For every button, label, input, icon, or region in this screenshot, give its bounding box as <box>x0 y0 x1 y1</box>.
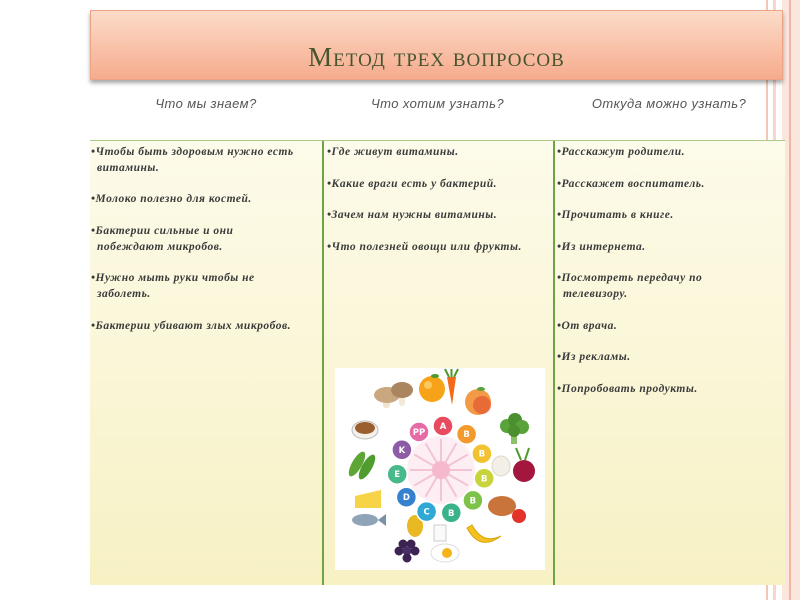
list-item-text: •Нужно мыть руки чтобы не <box>91 272 255 285</box>
list-item <box>327 177 553 193</box>
vitamin-label: PP <box>412 428 426 438</box>
column-header: Что мы знаем? <box>155 96 257 111</box>
carrot-icon <box>445 369 458 405</box>
list-item-text: •Попробовать продукты. <box>557 382 698 395</box>
column-where-to-learn <box>553 141 785 585</box>
list-item <box>91 271 322 303</box>
peapod-icon <box>346 449 379 481</box>
list-item-text: витамины. <box>97 161 160 174</box>
vitamin-badge <box>472 444 492 464</box>
peach-icon <box>465 387 491 415</box>
column-header: Откуда можно узнать? <box>591 96 747 111</box>
list-item <box>557 271 785 303</box>
list-item <box>557 240 785 256</box>
garlic-icon <box>492 456 510 476</box>
list-item-text: •Прочитать в книге. <box>557 209 674 222</box>
list-item <box>557 145 785 161</box>
beet-icon <box>513 448 535 482</box>
vitamin-badge <box>396 487 416 507</box>
list-item-text: телевизору. <box>563 288 628 301</box>
title-banner <box>90 10 783 80</box>
vitamin-label: B <box>463 430 470 441</box>
vitamin-label: B <box>448 508 455 519</box>
list-item <box>557 177 785 193</box>
list-item-text: •Расскажет воспитатель. <box>557 177 705 190</box>
vitamin-badge <box>433 416 453 436</box>
vitamin-badge <box>474 468 494 488</box>
broccoli-icon <box>500 413 529 444</box>
list-item <box>557 350 785 366</box>
vitamin-badge <box>463 490 483 510</box>
vitamin-badge <box>387 464 407 484</box>
vitamin-wheel-image <box>335 368 545 570</box>
list-item-text: •Расскажут родители. <box>557 146 685 158</box>
list-item-text: •Где живут витамины. <box>327 146 459 158</box>
meat-icon <box>488 496 526 523</box>
vitamin-badge <box>457 424 477 444</box>
list-item <box>91 145 322 177</box>
egg-icon <box>431 544 459 562</box>
list-item <box>327 240 553 256</box>
column-what-we-know <box>90 141 322 585</box>
milk-glass-icon <box>434 525 446 541</box>
vitamin-badge <box>392 440 412 460</box>
mushroom-icon <box>374 382 413 408</box>
vitamin-label: C <box>423 507 430 518</box>
list-item-text: побеждают микробов. <box>97 240 223 253</box>
fish-icon <box>352 514 386 526</box>
grapes-icon <box>395 540 420 563</box>
vitamin-label: E <box>394 470 401 481</box>
list-item <box>557 208 785 224</box>
vitamin-label: B <box>469 496 477 507</box>
list-item-text: •Какие враги есть у бактерий. <box>327 177 498 190</box>
vitamin-badge <box>417 502 437 522</box>
list-item-text: •От врача. <box>557 319 618 332</box>
vitamin-badge <box>441 503 461 523</box>
vitamin-label: A <box>439 422 447 432</box>
list-item-text: •Молоко полезно для костей. <box>91 193 252 206</box>
tea-cup-icon <box>352 421 378 439</box>
list-item-text: •Из рекламы. <box>557 351 631 364</box>
orange-icon <box>419 374 445 402</box>
list-item-text: •Чтобы быть здоровым нужно есть <box>91 146 294 158</box>
decor-stripe <box>789 0 791 600</box>
list-item-text: •Зачем нам нужны витамины. <box>327 209 498 222</box>
vitamin-badge <box>409 422 429 442</box>
list-item <box>327 208 553 224</box>
list-item-text: •Что полезней овощи или фрукты. <box>327 240 522 253</box>
list-item <box>557 319 785 335</box>
list-item <box>557 382 785 398</box>
vitamin-label: D <box>402 493 410 504</box>
vitamin-wheel-graphic <box>335 368 545 570</box>
list-item <box>91 192 322 208</box>
list-item <box>327 145 553 161</box>
vitamin-label: K <box>398 445 406 456</box>
list-item-text: •Бактерии сильные и они <box>91 224 234 237</box>
list-item-text: •Бактерии убивают злых микробов. <box>91 319 291 332</box>
list-item-text: •Из интернета. <box>557 240 646 253</box>
vitamin-label: B <box>478 449 486 460</box>
cheese-icon <box>355 490 381 508</box>
column-header: Что хотим узнать? <box>370 96 505 111</box>
list-item-text: •Посмотреть передачу по <box>557 272 703 285</box>
banana-icon <box>467 525 501 542</box>
list-item <box>91 224 322 256</box>
list-item-text: заболеть. <box>97 288 151 301</box>
page-title: Метод трех вопросов <box>308 42 565 72</box>
vitamin-label: B <box>480 474 488 485</box>
list-item <box>91 319 322 335</box>
